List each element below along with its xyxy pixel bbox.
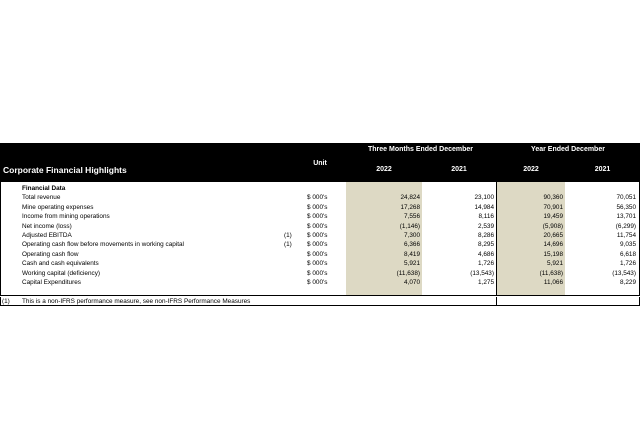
value-y-2021: 13,701 xyxy=(616,213,636,221)
row-label: Operating cash flow xyxy=(22,250,79,258)
value-q-2021: 14,984 xyxy=(474,203,494,211)
value-q-2022: 8,419 xyxy=(404,250,420,258)
value-q-2021: 2,539 xyxy=(478,222,494,230)
year-header-q-2021: 2021 xyxy=(451,166,467,173)
value-y-2021: 8,229 xyxy=(620,278,636,286)
value-q-2022: 17,268 xyxy=(400,203,420,211)
row-unit: $ 000's xyxy=(307,278,328,286)
row-note: (1) xyxy=(284,241,292,249)
footnote-number: (1) xyxy=(2,298,10,305)
value-q-2022: 7,556 xyxy=(404,213,420,221)
row-note: (1) xyxy=(284,231,292,239)
value-y-2021: 1,726 xyxy=(620,260,636,268)
row-unit: $ 000's xyxy=(307,203,328,211)
value-q-2022: 5,921 xyxy=(404,260,420,268)
value-y-2021: 11,754 xyxy=(616,231,636,239)
table-body xyxy=(0,182,640,297)
row-label: Operating cash flow before movements in working capital xyxy=(22,241,184,249)
value-q-2021: 4,686 xyxy=(478,250,494,258)
row-unit: $ 000's xyxy=(307,213,328,221)
value-q-2021: 8,286 xyxy=(478,231,494,239)
value-y-2022: 5,921 xyxy=(547,260,563,268)
footnote-bottom-line xyxy=(0,305,640,306)
value-q-2022: (1,146) xyxy=(399,222,420,230)
value-y-2021: 6,618 xyxy=(620,250,636,258)
value-q-2022: 24,824 xyxy=(400,194,420,202)
value-q-2021: 1,726 xyxy=(478,260,494,268)
value-y-2022: 90,360 xyxy=(543,194,563,202)
table-row xyxy=(0,212,640,221)
three-months-group-header: Three Months Ended December xyxy=(367,146,474,153)
year-ended-group-header: Year Ended December xyxy=(531,146,605,153)
row-unit: $ 000's xyxy=(307,222,328,230)
row-label: Net income (loss) xyxy=(22,222,72,230)
value-y-2021: 9,035 xyxy=(620,241,636,249)
row-unit: $ 000's xyxy=(307,269,328,277)
value-q-2021: 8,116 xyxy=(478,213,494,221)
table-row xyxy=(0,222,640,231)
table-bottom-line xyxy=(0,295,640,296)
value-y-2021: 56,350 xyxy=(616,203,636,211)
value-q-2021: 1,275 xyxy=(478,278,494,286)
table-row xyxy=(0,278,640,287)
row-label: Total revenue xyxy=(22,194,61,202)
footnote-text: This is a non-IFRS performance measure, see non-IFRS Performance Measures xyxy=(22,298,251,305)
table-title: Corporate Financial Highlights xyxy=(3,165,127,175)
value-y-2022: 20,665 xyxy=(543,231,563,239)
row-label: Mine operating expenses xyxy=(22,203,94,211)
section-row xyxy=(0,184,640,193)
value-y-2022: 19,459 xyxy=(543,213,563,221)
table-row xyxy=(0,259,640,268)
row-unit: $ 000's xyxy=(307,194,328,202)
row-label: Income from mining operations xyxy=(22,213,110,221)
row-label: Adjusted EBITDA xyxy=(22,231,72,239)
value-q-2022: 6,366 xyxy=(404,241,420,249)
value-y-2022: 14,696 xyxy=(543,241,563,249)
row-label: Working capital (deficiency) xyxy=(22,269,101,277)
table-rows xyxy=(0,184,640,287)
table-row xyxy=(0,240,640,249)
value-y-2022: 15,198 xyxy=(543,250,563,258)
row-unit: $ 000's xyxy=(307,241,328,249)
footnote-row xyxy=(0,297,640,308)
value-y-2021: (6,299) xyxy=(615,222,636,230)
table-header xyxy=(0,143,640,182)
year-header-y-2021: 2021 xyxy=(594,166,611,173)
value-y-2022: (5,908) xyxy=(542,222,563,230)
financial-highlights-table xyxy=(0,143,640,308)
row-unit: $ 000's xyxy=(307,231,328,239)
value-q-2022: 4,070 xyxy=(404,278,420,286)
row-label: Cash and cash equivalents xyxy=(22,260,99,268)
unit-column-header: Unit xyxy=(313,160,327,167)
year-header-y-2022: 2022 xyxy=(523,166,539,173)
table-row xyxy=(0,231,640,240)
value-q-2022: 7,300 xyxy=(404,231,420,239)
value-y-2021: (13,543) xyxy=(612,269,636,277)
value-q-2022: (11,638) xyxy=(396,269,420,277)
value-y-2022: 70,901 xyxy=(543,203,563,211)
table-row xyxy=(0,193,640,202)
table-row xyxy=(0,250,640,259)
value-q-2021: (13,543) xyxy=(470,269,494,277)
row-label: Capital Expenditures xyxy=(22,278,81,286)
value-y-2022: 11,066 xyxy=(543,278,563,286)
value-q-2021: 23,100 xyxy=(474,194,494,202)
value-y-2021: 70,051 xyxy=(616,194,636,202)
section-title: Financial Data xyxy=(22,185,66,192)
value-y-2022: (11,638) xyxy=(539,269,563,277)
table-row xyxy=(0,203,640,212)
year-header-q-2022: 2022 xyxy=(376,166,392,173)
row-unit: $ 000's xyxy=(307,250,328,258)
row-unit: $ 000's xyxy=(307,260,328,268)
table-row xyxy=(0,269,640,278)
value-q-2021: 8,295 xyxy=(478,241,494,249)
